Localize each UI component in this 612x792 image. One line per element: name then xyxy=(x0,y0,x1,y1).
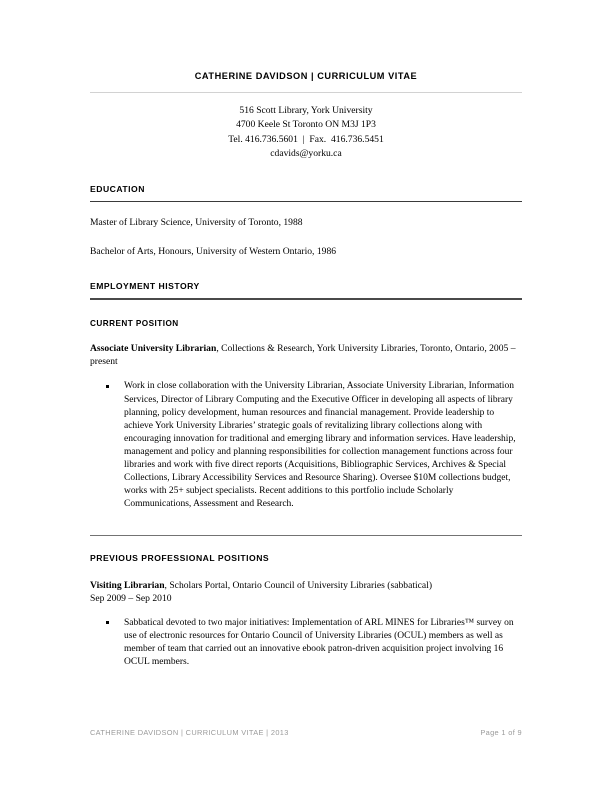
footer-document-label: CATHERINE DAVIDSON | CURRICULUM VITAE | 2013 xyxy=(90,728,289,737)
employment-history-divider xyxy=(90,298,522,300)
current-position-entry xyxy=(90,342,522,368)
bullet-square-icon xyxy=(106,385,109,388)
page-footer xyxy=(90,728,522,737)
previous-position-entry xyxy=(90,579,522,605)
current-position-title: Associate University Librarian xyxy=(90,343,217,355)
contact-phone-fax: Tel. 416.736.5601 | Fax. 416.736.5451 xyxy=(228,133,384,145)
education-entry-bachelors: Bachelor of Arts, Honours, University of Western Ontario, 1986 xyxy=(90,245,337,257)
bullet-square-icon xyxy=(106,621,109,624)
education-entry-masters: Master of Library Science, University of Toronto, 1988 xyxy=(90,216,303,228)
previous-positions-divider xyxy=(90,535,522,536)
list-item xyxy=(90,617,522,669)
section-heading-education: EDUCATION xyxy=(90,184,145,195)
contact-block xyxy=(90,104,522,161)
education-divider xyxy=(90,201,522,202)
section-heading-previous-positions: PREVIOUS PROFESSIONAL POSITIONS xyxy=(90,553,270,564)
previous-position-title: Visiting Librarian xyxy=(90,579,165,591)
list-item-text: Work in close collaboration with the University Librarian, Associate University Librarian, Information Services, Director of Library Computing and the Executive Officer in developing all aspects of library planning, policy development, human resources and financial management. Provide leadership to achieve York University Libraries’ strategic goals of revitalizing library collections along with encouraging innovation for traditional and emerging library and information services. Have leadership, management and policy and planning responsibilities for collection management functions across four libraries and work with five direct reports (Acquisitions, Bibliographic Services, Archives & Special Collections, Library Accessibility Services and Resource Sharing). Oversee $10M collections budget, works with 25+ subject specialists. Recent additions to this portfolio include Scholarly Communications, Assessment and Research. xyxy=(124,381,516,510)
current-position-bullet-list xyxy=(90,380,522,511)
previous-position-detail: , Scholars Portal, Ontario Council of University Libraries (sabbatical) xyxy=(164,579,433,591)
list-item xyxy=(90,380,522,511)
previous-position-dates: Sep 2009 – Sep 2010 xyxy=(90,592,172,604)
current-position-detail: , Collections & Research, York University Libraries, Toronto, Ontario, 2005 – present xyxy=(90,343,516,368)
subsection-heading-current-position: CURRENT POSITION xyxy=(90,319,179,329)
contact-email[interactable]: cdavids@yorku.ca xyxy=(270,147,342,159)
previous-position-bullet-list xyxy=(90,617,522,669)
footer-page-number: Page 1 of 9 xyxy=(480,728,522,737)
contact-address-line2: 4700 Keele St Toronto ON M3J 1P3 xyxy=(236,119,376,131)
list-item-text: Sabbatical devoted to two major initiatives: Implementation of ARL MINES for Libraries™ survey on use of electronic resources for Ontario Council of University Libraries (OCUL) members as well as member of team that carried out an innovative ebook patron-driven acquisition project involving 16 OCUL members. xyxy=(124,617,514,668)
section-heading-employment-history: EMPLOYMENT HISTORY xyxy=(90,280,200,291)
title-divider xyxy=(90,92,522,93)
page-title: CATHERINE DAVIDSON | CURRICULUM VITAE xyxy=(194,71,418,81)
contact-address-line1: 516 Scott Library, York University xyxy=(239,105,373,117)
